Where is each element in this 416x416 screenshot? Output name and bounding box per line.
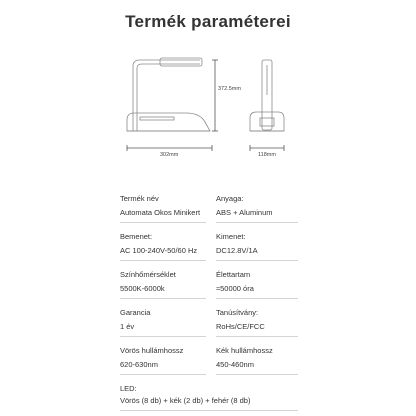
- spec-label: Vörös hullámhossz: [120, 346, 184, 355]
- spec-label: Kék hullámhossz: [216, 346, 273, 355]
- spec-value: RoHs/CE/FCC: [216, 322, 265, 331]
- spec-color-temperature: [120, 270, 206, 299]
- spec-product-name: [120, 194, 206, 223]
- page-title: Termék paraméterei: [125, 12, 291, 31]
- spec-value: Vörös (8 db) + kék (2 db) + fehér (8 db): [120, 396, 251, 405]
- spec-material: [216, 194, 298, 223]
- spec-lifetime: [216, 270, 298, 299]
- spec-value: DC12.8V/1A: [216, 246, 258, 255]
- front-base: [127, 113, 210, 131]
- spec-label: Garancia: [120, 308, 151, 317]
- spec-value: 620-630nm: [120, 360, 158, 369]
- spec-label: Élettartam: [216, 270, 251, 279]
- depth-dimension-label: 118mm: [258, 152, 276, 158]
- spec-label: Bemenet:: [120, 232, 153, 241]
- width-dimension-label: 302mm: [160, 152, 179, 158]
- product-drawing: [0, 0, 416, 170]
- spec-input: [120, 232, 206, 261]
- spec-led: [120, 384, 298, 411]
- spec-value: Automata Okos Minikert: [120, 208, 201, 217]
- height-dimension-label: 372.5mm: [218, 86, 241, 92]
- spec-value: 450-460nm: [216, 360, 254, 369]
- spec-label: Színhőmérséklet: [120, 270, 176, 279]
- spec-label: Kimenet:: [216, 232, 246, 241]
- spec-label: Tanúsítvány:: [216, 308, 259, 317]
- spec-label: LED:: [120, 384, 137, 393]
- side-base: [250, 112, 284, 131]
- spec-value: 1 év: [120, 322, 135, 331]
- spec-value: AC 100-240V-50/60 Hz: [120, 246, 198, 255]
- spec-value: ABS + Aluminum: [216, 208, 273, 217]
- spec-red-wavelength: [120, 346, 206, 375]
- front-lamp-head: [160, 58, 202, 66]
- spec-value: ≈50000 óra: [216, 284, 254, 293]
- spec-blue-wavelength: [216, 346, 298, 375]
- spec-value: 5500K-6000k: [120, 284, 165, 293]
- spec-certification: [216, 308, 298, 337]
- spec-output: [216, 232, 298, 261]
- product-dimension-diagram: [0, 0, 416, 170]
- spec-label: Termék név: [120, 194, 159, 203]
- spec-warranty: [120, 308, 206, 337]
- spec-label: Anyaga:: [216, 194, 244, 203]
